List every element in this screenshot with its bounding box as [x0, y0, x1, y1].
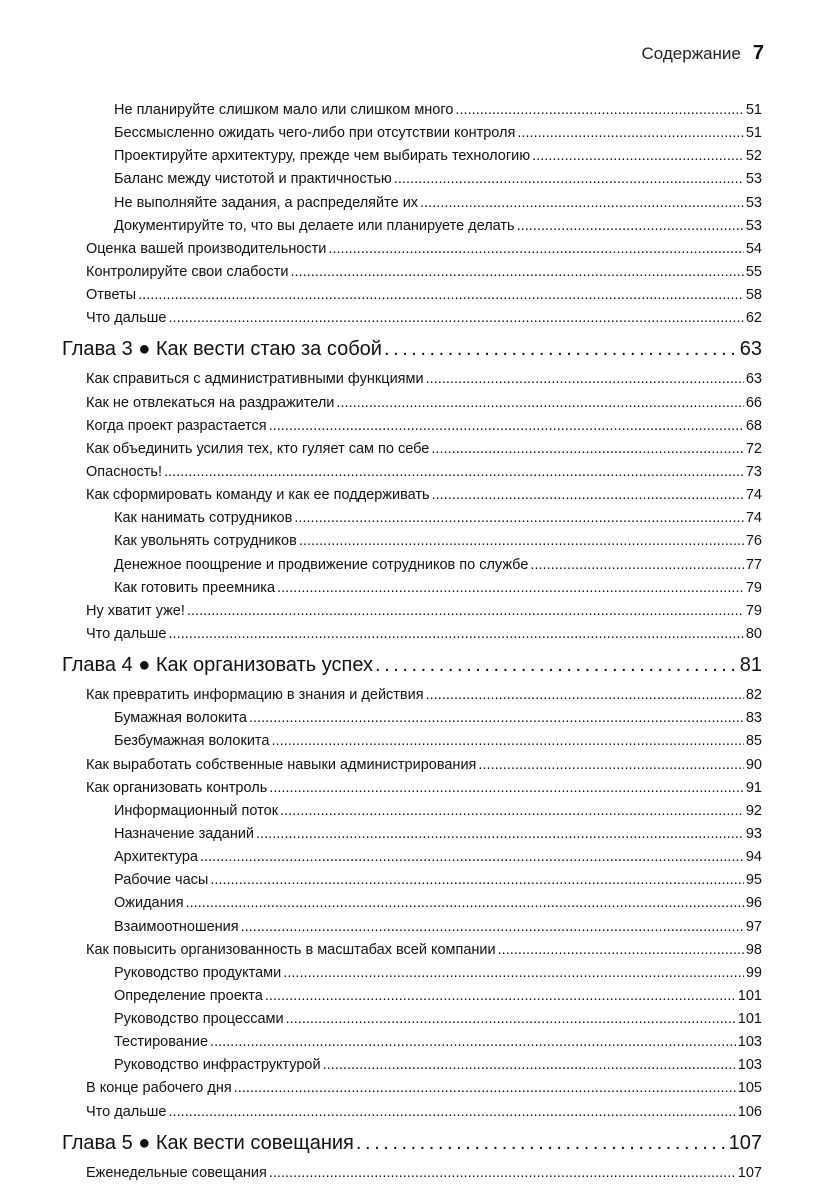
- toc-entry-page-number: 63: [739, 338, 762, 361]
- toc-entry-page-number: 55: [745, 263, 762, 280]
- toc-entry-page-number: 85: [745, 733, 762, 750]
- dot-leader: [168, 623, 743, 646]
- dot-leader: [269, 415, 744, 438]
- toc-entry[interactable]: [62, 846, 762, 869]
- toc-entry-title: Ожидания: [114, 895, 184, 912]
- toc-entry-page-number: 96: [745, 895, 762, 912]
- toc-entry-page-number: 92: [745, 802, 762, 819]
- dot-leader: [356, 1124, 727, 1162]
- dot-leader: [294, 507, 744, 530]
- dot-leader: [290, 261, 743, 284]
- dot-leader: [299, 530, 744, 553]
- toc-entry-page-number: 51: [745, 102, 762, 118]
- toc-entry-page-number: 99: [745, 964, 762, 981]
- toc-entry-title: Как выработать собственные навыки администрирования: [86, 756, 477, 773]
- toc-entry-title: Назначение заданий: [114, 825, 255, 842]
- dot-leader: [328, 238, 743, 261]
- toc-entry[interactable]: [62, 99, 762, 122]
- toc-entry-page-number: 81: [739, 654, 762, 677]
- toc-entry-title: Глава 5 ● Как вести совещания: [62, 1131, 354, 1154]
- toc-chapter-entry[interactable]: [62, 1124, 762, 1162]
- toc-entry[interactable]: [62, 892, 762, 915]
- toc-entry-page-number: 62: [745, 310, 762, 327]
- toc-entry-page-number: 73: [745, 463, 762, 480]
- toc-entry[interactable]: [62, 869, 762, 892]
- dot-leader: [277, 577, 744, 600]
- toc-entry[interactable]: [62, 1031, 762, 1054]
- toc-entry-title: Бумажная волокита: [114, 710, 247, 727]
- dot-leader: [394, 168, 744, 191]
- toc-entry-title: Как организовать контроль: [86, 779, 268, 796]
- dot-leader: [164, 461, 744, 484]
- dot-leader: [241, 916, 744, 939]
- toc-entry-page-number: 80: [745, 625, 762, 642]
- toc-entry-title: Как сформировать команду и как ее поддерживать: [86, 487, 430, 504]
- dot-leader: [265, 985, 736, 1008]
- toc-entry[interactable]: [62, 1008, 762, 1031]
- toc-entry-title: Баланс между чистотой и практичностью: [114, 171, 392, 188]
- page-number: 7: [752, 42, 764, 64]
- toc-entry-title: Не планируйте слишком мало или слишком много: [114, 102, 454, 118]
- toc-entry[interactable]: [62, 1101, 762, 1124]
- toc-entry[interactable]: [62, 1077, 762, 1100]
- toc-entry-title: Глава 3 ● Как вести стаю за собой: [62, 338, 382, 361]
- table-of-contents: [62, 99, 762, 1185]
- toc-entry-page-number: 53: [745, 171, 762, 188]
- toc-entry-title: Как справиться с административными функциями: [86, 371, 424, 388]
- toc-entry-title: Бессмысленно ожидать чего-либо при отсутствии контроля: [114, 125, 516, 142]
- toc-entry[interactable]: [62, 168, 762, 191]
- toc-entry-page-number: 94: [745, 849, 762, 866]
- toc-entry[interactable]: [62, 985, 762, 1008]
- dot-leader: [384, 330, 738, 368]
- toc-entry[interactable]: [62, 1054, 762, 1077]
- toc-entry-title: Руководство инфраструктурой: [114, 1057, 321, 1074]
- toc-entry-page-number: 66: [745, 394, 762, 411]
- toc-entry-title: Контролируйте свои слабости: [86, 263, 289, 280]
- toc-entry-page-number: 53: [745, 194, 762, 211]
- toc-entry-title: Как не отвлекаться на раздражители: [86, 394, 335, 411]
- toc-entry-page-number: 63: [745, 371, 762, 388]
- toc-entry-title: Как повысить организованность в масштабах всей компании: [86, 941, 496, 958]
- toc-entry-title: Документируйте то, что вы делаете или планируете делать: [114, 217, 515, 234]
- toc-entry-title: Ответы: [86, 287, 137, 304]
- toc-entry[interactable]: [62, 554, 762, 577]
- dot-leader: [431, 438, 744, 461]
- toc-entry-title: Рабочие часы: [114, 872, 209, 889]
- toc-entry[interactable]: [62, 962, 762, 985]
- toc-entry-page-number: 74: [745, 510, 762, 527]
- toc-entry-title: Как нанимать сотрудников: [114, 510, 293, 527]
- toc-entry-page-number: 68: [745, 417, 762, 434]
- toc-entry-title: Что дальше: [86, 310, 167, 327]
- toc-entry-page-number: 103: [737, 1057, 762, 1074]
- toc-entry-page-number: 77: [745, 556, 762, 573]
- dot-leader: [187, 600, 744, 623]
- toc-entry-page-number: 83: [745, 710, 762, 727]
- toc-entry[interactable]: [62, 461, 762, 484]
- toc-entry-title: Определение проекта: [114, 987, 263, 1004]
- toc-entry-title: Ну хватит уже!: [86, 602, 185, 619]
- toc-entry[interactable]: [62, 392, 762, 415]
- toc-entry-title: Глава 4 ● Как организовать успех: [62, 654, 373, 677]
- toc-entry-title: Безбумажная волокита: [114, 733, 270, 750]
- toc-entry-page-number: 95: [745, 872, 762, 889]
- toc-entry-page-number: 105: [737, 1080, 762, 1097]
- toc-entry[interactable]: [62, 192, 762, 215]
- toc-entry-page-number: 82: [745, 687, 762, 704]
- dot-leader: [269, 1162, 736, 1185]
- toc-entry-page-number: 107: [737, 1164, 762, 1181]
- toc-entry[interactable]: [62, 215, 762, 238]
- toc-entry-page-number: 72: [745, 440, 762, 457]
- toc-entry[interactable]: [62, 730, 762, 753]
- toc-entry-page-number: 98: [745, 941, 762, 958]
- toc-entry-page-number: 74: [745, 487, 762, 504]
- toc-entry-title: Руководство продуктами: [114, 964, 282, 981]
- toc-entry-page-number: 93: [745, 825, 762, 842]
- toc-entry-title: Как объединить усилия тех, кто гуляет сам по себе: [86, 440, 430, 457]
- toc-entry[interactable]: [62, 507, 762, 530]
- dot-leader: [375, 646, 738, 684]
- toc-entry[interactable]: [62, 577, 762, 600]
- toc-entry-title: Как готовить преемника: [114, 579, 276, 596]
- dot-leader: [420, 192, 744, 215]
- toc-entry-title: Денежное поощрение и продвижение сотрудников по службе: [114, 556, 529, 573]
- toc-entry-page-number: 79: [745, 602, 762, 619]
- toc-entry-page-number: 79: [745, 579, 762, 596]
- dot-leader: [234, 1077, 736, 1100]
- toc-entry[interactable]: [62, 707, 762, 730]
- toc-entry[interactable]: [62, 415, 762, 438]
- dot-leader: [210, 869, 744, 892]
- toc-entry-page-number: 106: [737, 1103, 762, 1120]
- toc-entry-page-number: 90: [745, 756, 762, 773]
- running-header-title: Содержание: [641, 44, 741, 63]
- dot-leader: [426, 684, 744, 707]
- dot-leader: [271, 730, 743, 753]
- toc-entry[interactable]: [62, 261, 762, 284]
- toc-entry[interactable]: [62, 238, 762, 261]
- toc-entry[interactable]: [62, 800, 762, 823]
- toc-entry-page-number: 91: [745, 779, 762, 796]
- toc-entry-page-number: 76: [745, 533, 762, 550]
- toc-entry-title: Не выполняйте задания, а распределяйте их: [114, 194, 419, 211]
- toc-entry[interactable]: [62, 1162, 762, 1185]
- toc-entry[interactable]: [62, 823, 762, 846]
- toc-entry-title: Еженедельные совещания: [86, 1164, 267, 1181]
- toc-entry-page-number: 52: [745, 148, 762, 165]
- dot-leader: [286, 1008, 736, 1031]
- toc-entry[interactable]: [62, 754, 762, 777]
- dot-leader: [323, 1054, 736, 1077]
- toc-entry-page-number: 97: [745, 918, 762, 935]
- dot-leader: [186, 892, 744, 915]
- dot-leader: [478, 754, 743, 777]
- toc-entry-page-number: 101: [737, 987, 762, 1004]
- toc-entry-page-number: 103: [737, 1034, 762, 1051]
- dot-leader: [426, 368, 744, 391]
- toc-entry[interactable]: [62, 122, 762, 145]
- toc-entry[interactable]: [62, 484, 762, 507]
- toc-entry[interactable]: [62, 777, 762, 800]
- toc-entry-title: Что дальше: [86, 1103, 167, 1120]
- toc-entry[interactable]: [62, 939, 762, 962]
- toc-entry-title: Когда проект разрастается: [86, 417, 267, 434]
- toc-chapter-entry[interactable]: [62, 646, 762, 684]
- toc-entry[interactable]: [62, 307, 762, 330]
- toc-entry[interactable]: [62, 145, 762, 168]
- toc-entry-title: Как увольнять сотрудников: [114, 533, 297, 550]
- dot-leader: [532, 145, 744, 168]
- dot-leader: [138, 284, 744, 307]
- toc-entry-title: Что дальше: [86, 625, 167, 642]
- page-header: [642, 42, 764, 65]
- toc-entry[interactable]: [62, 916, 762, 939]
- toc-entry[interactable]: [62, 530, 762, 553]
- toc-entry-title: Оценка вашей производительности: [86, 240, 327, 257]
- toc-entry-title: Информационный поток: [114, 802, 279, 819]
- dot-leader: [200, 846, 744, 869]
- toc-entry-page-number: 101: [737, 1011, 762, 1028]
- dot-leader: [210, 1031, 736, 1054]
- toc-entry-title: Тестирование: [114, 1034, 209, 1051]
- dot-leader: [249, 707, 744, 730]
- dot-leader: [336, 392, 743, 415]
- toc-entry[interactable]: [62, 684, 762, 707]
- toc-entry[interactable]: [62, 600, 762, 623]
- toc-entry[interactable]: [62, 623, 762, 646]
- toc-entry-page-number: 54: [745, 240, 762, 257]
- toc-entry-title: Руководство процессами: [114, 1011, 284, 1028]
- dot-leader: [269, 777, 744, 800]
- toc-chapter-entry[interactable]: [62, 330, 762, 368]
- dot-leader: [432, 484, 744, 507]
- toc-entry-title: Как превратить информацию в знания и действия: [86, 687, 424, 704]
- dot-leader: [455, 99, 743, 122]
- dot-leader: [168, 1101, 735, 1124]
- dot-leader: [168, 307, 743, 330]
- dot-leader: [256, 823, 744, 846]
- toc-entry[interactable]: [62, 438, 762, 461]
- toc-entry-title: Архитектура: [114, 849, 198, 866]
- dot-leader: [530, 554, 743, 577]
- toc-entry-page-number: 53: [745, 217, 762, 234]
- toc-entry-page-number: 107: [728, 1131, 762, 1154]
- toc-entry-title: В конце рабочего дня: [86, 1080, 232, 1097]
- toc-entry-page-number: 58: [745, 287, 762, 304]
- toc-entry[interactable]: [62, 368, 762, 391]
- toc-entry-title: Проектируйте архитектуру, прежде чем выбирать технологию: [114, 148, 531, 165]
- toc-entry[interactable]: [62, 284, 762, 307]
- dot-leader: [498, 939, 744, 962]
- dot-leader: [283, 962, 744, 985]
- dot-leader: [517, 215, 744, 238]
- dot-leader: [517, 122, 744, 145]
- toc-entry-title: Опасность!: [86, 463, 162, 480]
- dot-leader: [280, 800, 744, 823]
- toc-entry-page-number: 51: [745, 125, 762, 142]
- toc-entry-title: Взаимоотношения: [114, 918, 239, 935]
